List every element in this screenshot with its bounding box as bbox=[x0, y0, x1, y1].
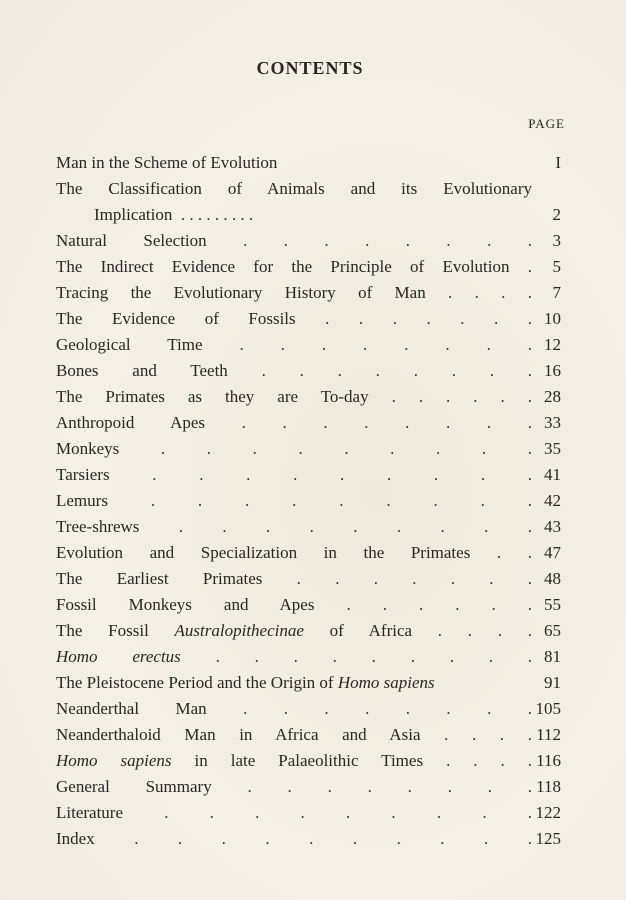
dot-leader: . . . . . . bbox=[391, 387, 533, 406]
toc-entry-title bbox=[56, 436, 532, 462]
toc-page-number: 16 bbox=[544, 361, 561, 380]
dot-leader: . . . . . . . . . bbox=[180, 205, 254, 224]
toc-entry bbox=[56, 540, 566, 566]
toc-entry-text: The Evidence of Fossils bbox=[56, 309, 296, 328]
toc-entry-title bbox=[56, 748, 532, 774]
toc-page-number: 7 bbox=[552, 283, 561, 302]
toc-page-number: 65 bbox=[544, 621, 561, 640]
toc-entry-title bbox=[56, 384, 532, 410]
toc-page-number: 48 bbox=[544, 569, 561, 588]
toc-page-number: 55 bbox=[544, 595, 561, 614]
toc-entry bbox=[56, 280, 566, 306]
toc-page-number: 81 bbox=[544, 647, 561, 666]
dot-leader: . . . . . . . . bbox=[243, 699, 533, 718]
toc-page-number: 125 bbox=[535, 829, 561, 848]
toc-entry-title bbox=[56, 826, 532, 852]
toc-entry-italic-text: Homo sapiens bbox=[337, 673, 435, 692]
toc-entry-text: Natural Selection bbox=[56, 231, 207, 250]
toc-entry bbox=[56, 150, 566, 176]
toc-entry-text: Neanderthal Man bbox=[56, 699, 207, 718]
dot-leader: . . . . . . . . bbox=[247, 777, 533, 796]
toc-entry-title bbox=[56, 618, 532, 644]
dot-leader: . . . . bbox=[448, 283, 533, 302]
dot-leader: . . . . . . . . . bbox=[150, 491, 533, 510]
toc-entry bbox=[56, 488, 566, 514]
toc-entry-title bbox=[56, 514, 532, 540]
toc-entry-text: Anthropoid Apes bbox=[56, 413, 206, 432]
toc-entry bbox=[56, 462, 566, 488]
dot-leader: . bbox=[527, 257, 533, 276]
toc-entry-title bbox=[56, 150, 532, 176]
toc-entry bbox=[56, 774, 566, 800]
toc-page-number: 41 bbox=[544, 465, 561, 484]
dot-leader: . . . . bbox=[444, 725, 533, 744]
toc-entry-text: The Pleistocene Period and the Origin of bbox=[56, 673, 338, 692]
toc-entry bbox=[56, 696, 566, 722]
dot-leader: . . . . . . . . . bbox=[178, 517, 533, 536]
toc-entry-title bbox=[56, 488, 532, 514]
toc-entry-text: The Indirect Evidence for the Principle of Evolution bbox=[56, 257, 510, 276]
toc-entry-text: The Fossil bbox=[56, 621, 175, 640]
toc-entry bbox=[56, 228, 566, 254]
toc-page-number: 12 bbox=[544, 335, 561, 354]
toc-entry-text: Tree-shrews bbox=[56, 517, 140, 536]
toc-entry-title bbox=[56, 540, 532, 566]
toc-entry-italic-text: Homo erectus bbox=[56, 647, 181, 666]
toc-entry bbox=[56, 722, 566, 748]
toc-entry-text: The Classification of Animals and its Evolutionary bbox=[56, 179, 532, 198]
toc-entry-title bbox=[56, 696, 532, 722]
table-of-contents bbox=[56, 150, 566, 852]
toc-entry-text: Tarsiers bbox=[56, 465, 110, 484]
toc-page-number: 47 bbox=[544, 543, 561, 562]
dot-leader: . . . . . . . . bbox=[243, 231, 532, 250]
toc-page-number: 2 bbox=[552, 205, 561, 224]
toc-entry-title bbox=[56, 722, 532, 748]
toc-entry bbox=[56, 384, 566, 410]
toc-entry bbox=[56, 592, 566, 618]
toc-page-number: 116 bbox=[536, 751, 561, 770]
toc-page-number: 5 bbox=[552, 257, 561, 276]
toc-entry-title bbox=[56, 176, 532, 228]
toc-entry bbox=[56, 358, 566, 384]
toc-entry-text: in late Palaeolithic Times bbox=[171, 751, 424, 770]
toc-entry-text: Man in the Scheme of Evolution bbox=[56, 153, 278, 172]
toc-entry-title bbox=[56, 358, 532, 384]
toc-entry-title bbox=[56, 332, 532, 358]
dot-leader: . . . . . . . . . bbox=[152, 465, 533, 484]
toc-entry-italic-text: Homo sapiens bbox=[56, 751, 172, 770]
toc-entry bbox=[56, 410, 566, 436]
toc-entry-text: Lemurs bbox=[56, 491, 108, 510]
dot-leader: . . . . . . . bbox=[325, 309, 532, 328]
toc-entry bbox=[56, 826, 566, 852]
toc-entry bbox=[56, 332, 566, 358]
toc-entry-text: Tracing the Evolutionary History of Man bbox=[56, 283, 426, 302]
toc-entry-title bbox=[56, 228, 532, 254]
toc-entry-title bbox=[56, 644, 532, 670]
toc-entry bbox=[56, 566, 566, 592]
dot-leader: . . . . . . . . bbox=[261, 361, 533, 380]
toc-entry-text: The Earliest Primates bbox=[56, 569, 263, 588]
toc-entry bbox=[56, 800, 566, 826]
toc-entry-text: Bones and Teeth bbox=[56, 361, 228, 380]
dot-leader: . . . . . . . . . . bbox=[134, 829, 533, 848]
dot-leader: . . . . bbox=[437, 621, 533, 640]
dot-leader: . . . . . . . . bbox=[239, 335, 532, 354]
page-column-label: PAGE bbox=[528, 116, 565, 131]
toc-entry-text: Index bbox=[56, 829, 95, 848]
toc-entry bbox=[56, 670, 566, 696]
toc-entry-text: Literature bbox=[56, 803, 124, 822]
dot-leader: . . . . . . . . . bbox=[215, 647, 533, 666]
toc-page-number: 118 bbox=[536, 777, 561, 796]
toc-entry-text: Evolution and Specialization in the Primates bbox=[56, 543, 471, 562]
toc-entry-title bbox=[56, 410, 532, 436]
toc-entry bbox=[56, 748, 566, 774]
toc-entry-continuation bbox=[56, 202, 532, 228]
dot-leader: . . . . bbox=[446, 751, 533, 770]
toc-page-number: 43 bbox=[544, 517, 561, 536]
toc-page-number: 105 bbox=[535, 699, 561, 718]
toc-entry-italic-text: Australopithecinae bbox=[174, 621, 304, 640]
dot-leader: . . . . . . . . . bbox=[160, 439, 533, 458]
toc-page-number: I bbox=[555, 153, 561, 172]
toc-page-number: 33 bbox=[544, 413, 561, 432]
toc-entry-text: Neanderthaloid Man in Africa and Asia bbox=[56, 725, 421, 744]
toc-entry bbox=[56, 176, 566, 228]
toc-entry-text: The Primates as they are To-day bbox=[56, 387, 369, 406]
toc-entry bbox=[56, 618, 566, 644]
toc-page-number: 112 bbox=[536, 725, 561, 744]
toc-entry-text: of Africa bbox=[303, 621, 413, 640]
toc-entry bbox=[56, 436, 566, 462]
dot-leader: . . . . . . . bbox=[296, 569, 533, 588]
toc-entry-text: Geological Time bbox=[56, 335, 203, 354]
toc-entry-title bbox=[56, 774, 532, 800]
dot-leader: . . . . . . . . . bbox=[164, 803, 533, 822]
toc-entry-text: General Summary bbox=[56, 777, 212, 796]
toc-entry-title bbox=[56, 306, 532, 332]
toc-page-number: 122 bbox=[535, 803, 561, 822]
toc-page-number: 35 bbox=[544, 439, 561, 458]
toc-page-number: 28 bbox=[544, 387, 561, 406]
dot-leader: . . . . . . . . bbox=[241, 413, 533, 432]
toc-entry-title bbox=[56, 462, 532, 488]
toc-entry-title bbox=[56, 670, 532, 696]
toc-entry-text: Fossil Monkeys and Apes bbox=[56, 595, 315, 614]
toc-entry-title bbox=[56, 566, 532, 592]
toc-entry-title bbox=[56, 800, 532, 826]
toc-page-number: 10 bbox=[544, 309, 561, 328]
toc-page-number: 91 bbox=[544, 673, 561, 692]
toc-page-number: 42 bbox=[544, 491, 561, 510]
dot-leader: . . . . . . bbox=[346, 595, 533, 614]
toc-entry-text: Implication bbox=[94, 205, 173, 224]
toc-entry-title bbox=[56, 592, 532, 618]
toc-entry bbox=[56, 306, 566, 332]
contents-heading: CONTENTS bbox=[256, 58, 364, 78]
toc-entry-title bbox=[56, 280, 532, 306]
toc-entry bbox=[56, 644, 566, 670]
toc-entry bbox=[56, 514, 566, 540]
toc-entry bbox=[56, 254, 566, 280]
toc-page-number: 3 bbox=[552, 231, 561, 250]
toc-entry-text: Monkeys bbox=[56, 439, 120, 458]
toc-entry-title bbox=[56, 254, 532, 280]
dot-leader: . . bbox=[496, 543, 533, 562]
